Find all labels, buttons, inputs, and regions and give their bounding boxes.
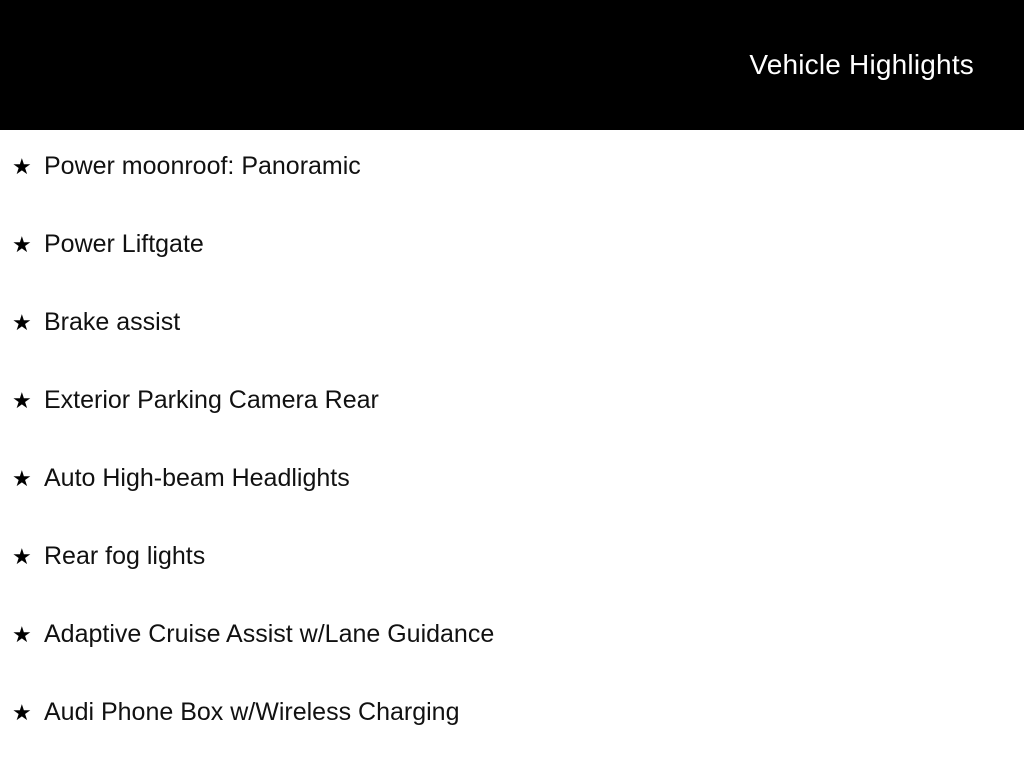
star-icon: ★	[12, 388, 32, 413]
star-icon: ★	[12, 232, 32, 257]
list-item-label: Power Liftgate	[44, 230, 204, 258]
list-item-label: Exterior Parking Camera Rear	[44, 386, 379, 414]
list-item	[0, 154, 1024, 232]
list-item	[0, 544, 1024, 622]
list-item	[0, 466, 1024, 544]
star-icon: ★	[12, 544, 32, 569]
list-item	[0, 310, 1024, 388]
list-item-label: Rear fog lights	[44, 542, 206, 570]
star-icon: ★	[12, 622, 32, 647]
list-item	[0, 700, 1024, 778]
list-item-label: Audi Phone Box w/Wireless Charging	[44, 698, 460, 726]
star-icon: ★	[12, 700, 32, 725]
list-item	[0, 232, 1024, 310]
vehicle-highlights-list	[0, 130, 1024, 778]
list-item	[0, 622, 1024, 700]
page-title: Vehicle Highlights	[749, 49, 974, 80]
star-icon: ★	[12, 310, 32, 335]
star-icon: ★	[12, 154, 32, 179]
list-item-label: Adaptive Cruise Assist w/Lane Guidance	[44, 620, 495, 648]
list-item-label: Brake assist	[44, 308, 181, 336]
list-item-label: Power moonroof: Panoramic	[44, 152, 361, 180]
list-item-label: Auto High-beam Headlights	[44, 464, 350, 492]
page-header	[0, 0, 1024, 130]
list-item	[0, 388, 1024, 466]
star-icon: ★	[12, 466, 32, 491]
